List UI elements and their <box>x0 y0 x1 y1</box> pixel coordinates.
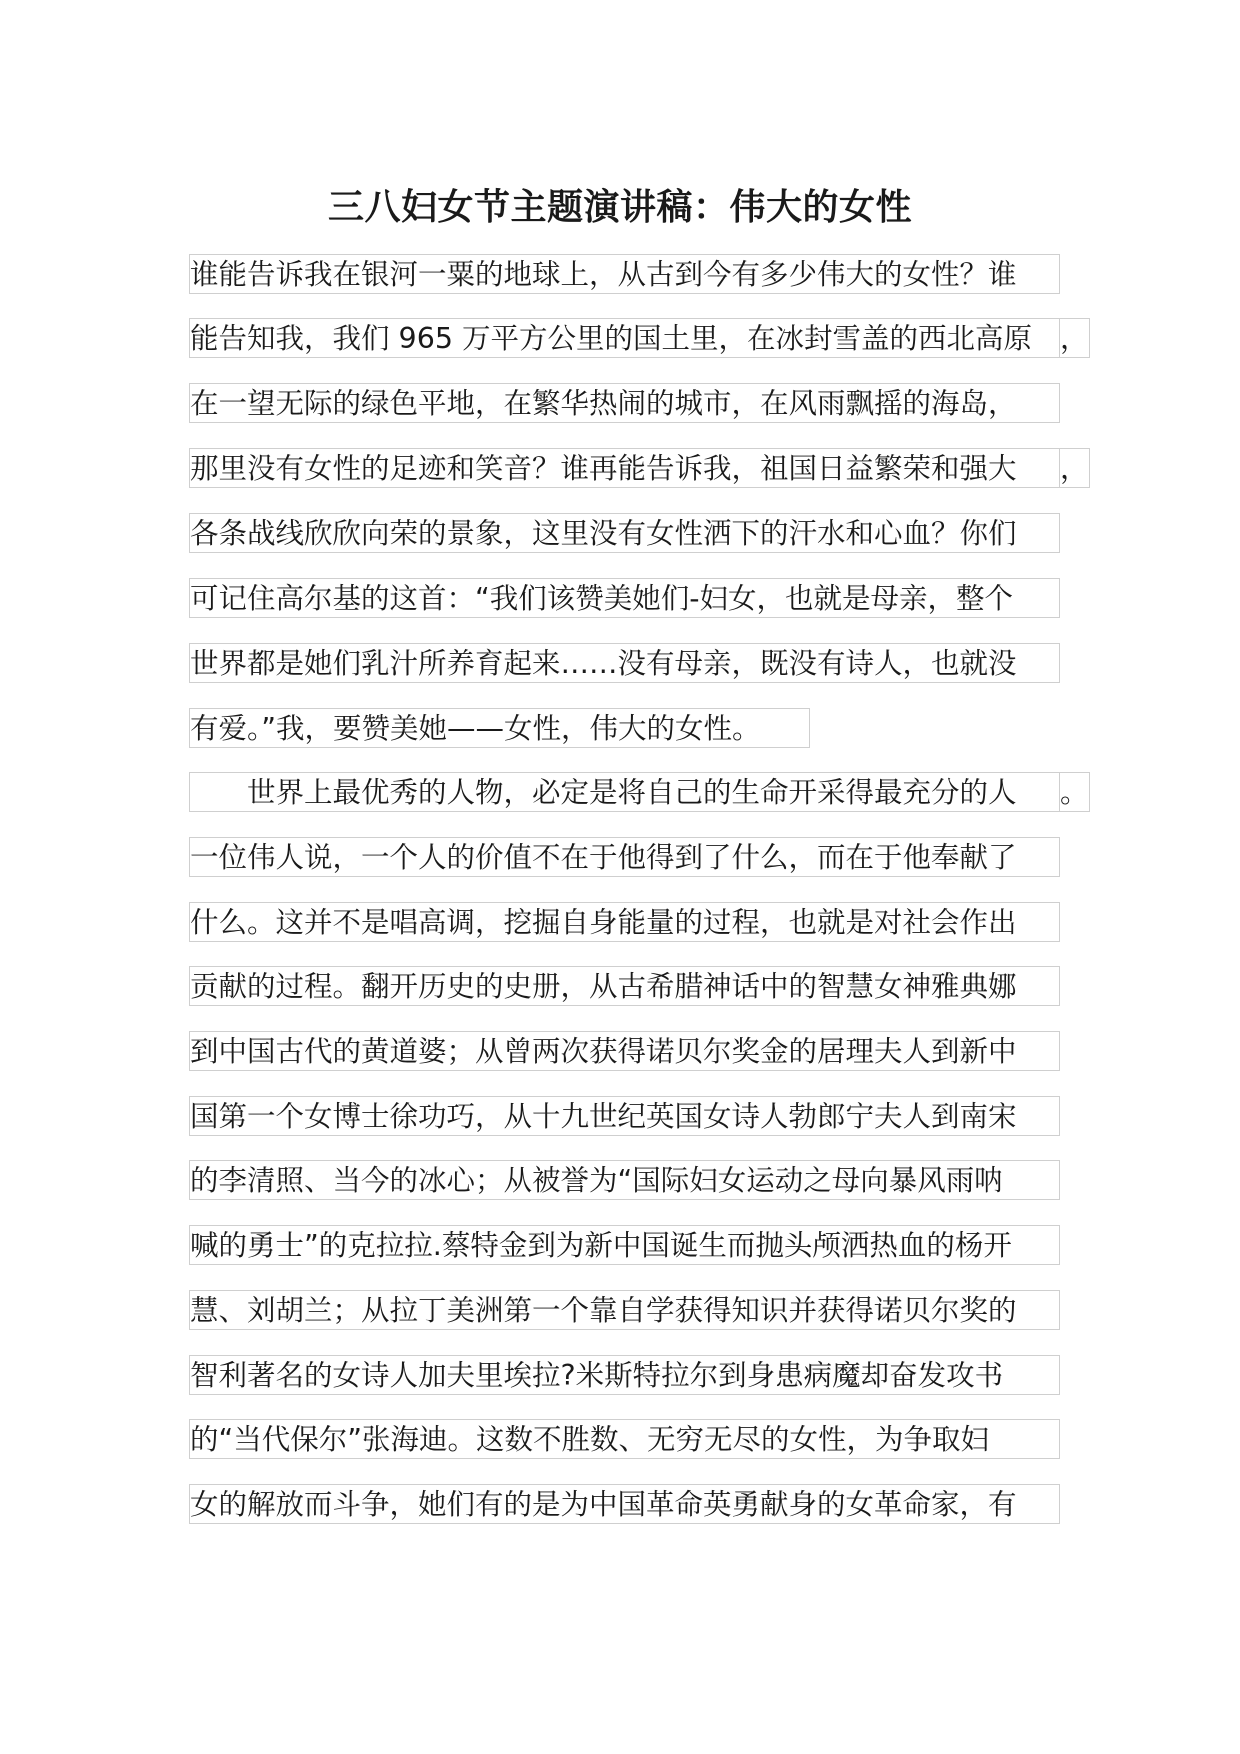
text-line: 贡献的过程。翻开历史的史册，从古希腊神话中的智慧女神雅典娜 <box>189 966 1060 1006</box>
text-line: 可记住高尔基的这首：“我们该赞美她们-妇女，也就是母亲，整个 <box>189 578 1060 618</box>
line-overflow-punctuation: ， <box>1060 448 1090 488</box>
text-line: 在一望无际的绿色平地，在繁华热闹的城市，在风雨飘摇的海岛， <box>189 383 1060 423</box>
text-line: 慧、刘胡兰；从拉丁美洲第一个靠自学获得知识并获得诺贝尔奖的 <box>189 1290 1060 1330</box>
line-overflow-punctuation: 。 <box>1060 772 1090 812</box>
line-overflow-punctuation: ， <box>1060 318 1090 358</box>
text-line: 什么。这并不是唱高调，挖掘自身能量的过程，也就是对社会作出 <box>189 902 1060 942</box>
text-line: 有爱。”我，要赞美她——女性，伟大的女性。 <box>189 708 810 748</box>
text-line: 世界上最优秀的人物，必定是将自己的生命开采得最充分的人 <box>189 772 1060 812</box>
text-line: 各条战线欣欣向荣的景象，这里没有女性洒下的汗水和心血？你们 <box>189 513 1060 553</box>
text-line: 智利著名的女诗人加夫里埃拉?米斯特拉尔到身患病魔却奋发攻书 <box>189 1355 1060 1395</box>
text-line: 一位伟人说，一个人的价值不在于他得到了什么，而在于他奉献了 <box>189 837 1060 877</box>
text-line: 的李清照、当今的冰心；从被誉为“国际妇女运动之母向暴风雨呐 <box>189 1160 1060 1200</box>
text-line: 那里没有女性的足迹和笑音？谁再能告诉我，祖国日益繁荣和强大 <box>189 448 1060 488</box>
text-line: 的“当代保尔”张海迪。这数不胜数、无穷无尽的女性，为争取妇 <box>189 1419 1060 1459</box>
text-line: 喊的勇士”的克拉拉.蔡特金到为新中国诞生而抛头颅洒热血的杨开 <box>189 1225 1060 1265</box>
document-title: 三八妇女节主题演讲稿：伟大的女性 <box>327 187 912 228</box>
text-line: 世界都是她们乳汁所养育起来……没有母亲，既没有诗人，也就没 <box>189 643 1060 683</box>
text-line: 女的解放而斗争，她们有的是为中国革命英勇献身的女革命家，有 <box>189 1484 1060 1524</box>
text-line: 国第一个女博士徐功巧，从十九世纪英国女诗人勃郎宁夫人到南宋 <box>189 1096 1060 1136</box>
text-line: 到中国古代的黄道婆；从曾两次获得诺贝尔奖金的居理夫人到新中 <box>189 1031 1060 1071</box>
text-line: 能告知我，我们 965 万平方公里的国土里，在冰封雪盖的西北高原 <box>189 318 1060 358</box>
text-line: 谁能告诉我在银河一粟的地球上，从古到今有多少伟大的女性？谁 <box>189 254 1060 294</box>
